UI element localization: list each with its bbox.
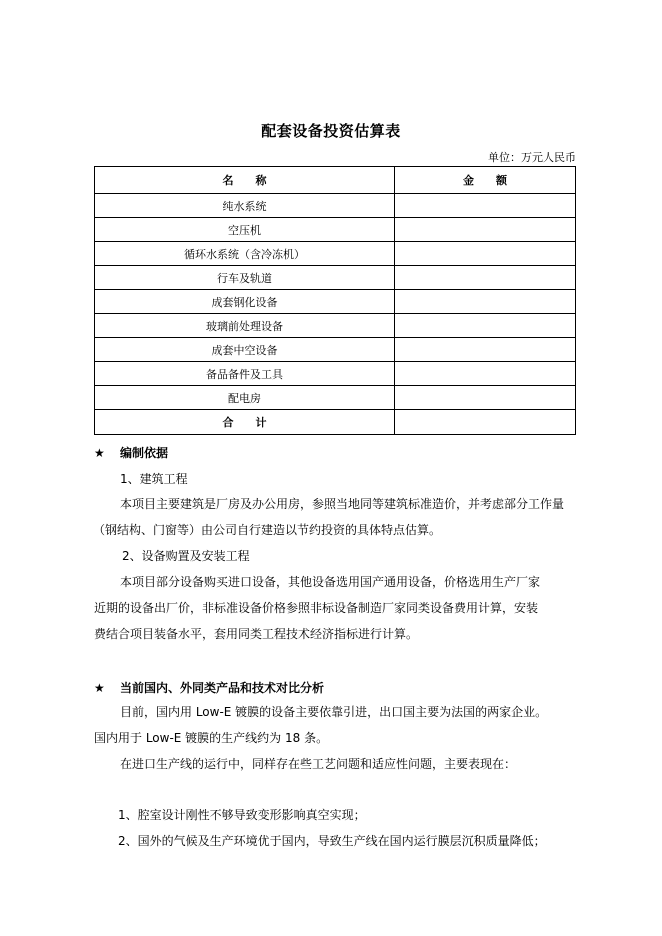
table-row <box>95 290 576 314</box>
row-amount <box>395 194 576 218</box>
table-row <box>95 314 576 338</box>
star-icon: ★ <box>94 681 105 695</box>
paragraph-line: 在进口生产线的运行中，同样存在些工艺问题和适应性问题，主要表现在： <box>120 757 517 771</box>
header-amount: 金 额 <box>395 167 576 194</box>
row-amount <box>395 362 576 386</box>
total-label: 合 计 <box>95 410 395 435</box>
row-amount <box>395 386 576 410</box>
page-title: 配套设备投资估算表 <box>261 122 401 140</box>
row-name: 空压机 <box>95 218 395 242</box>
item-title-construction: 1、建筑工程 <box>120 472 188 486</box>
row-name: 配电房 <box>95 386 395 410</box>
section-heading-basis <box>94 444 168 461</box>
row-name: 行车及轨道 <box>95 266 395 290</box>
table-row <box>95 242 576 266</box>
table-row <box>95 194 576 218</box>
row-amount <box>395 290 576 314</box>
table-row <box>95 386 576 410</box>
paragraph-line: （钢结构、门窗等）由公司自行建造以节约投资的具体特点估算。 <box>93 523 442 537</box>
star-icon: ★ <box>94 446 105 460</box>
table-header-row <box>95 167 576 194</box>
list-item: 1、腔室设计刚性不够导致变形影响真空实现； <box>118 808 366 822</box>
investment-table <box>94 166 576 435</box>
row-name: 备品备件及工具 <box>95 362 395 386</box>
table-row <box>95 218 576 242</box>
section-heading-text: 当前国内、外同类产品和技术对比分析 <box>120 681 325 695</box>
section-heading-comparison <box>94 679 324 696</box>
table-row <box>95 266 576 290</box>
paragraph-line: 本项目主要建筑是厂房及办公用房，参照当地同等建筑标准造价，并考虑部分工作量 <box>120 497 565 511</box>
row-name: 玻璃前处理设备 <box>95 314 395 338</box>
paragraph-line: 费结合项目装备水平，套用同类工程技术经济指标进行计算。 <box>94 627 419 641</box>
paragraph-line: 近期的设备出厂价，非标准设备价格参照非标设备制造厂家同类设备费用计算，安装 <box>94 601 539 615</box>
row-amount <box>395 218 576 242</box>
row-amount <box>395 242 576 266</box>
paragraph-line: 国内用于 Low-E 镀膜的生产线约为 18 条。 <box>94 731 329 745</box>
header-name: 名 称 <box>95 167 395 194</box>
table-row <box>95 338 576 362</box>
table-row <box>95 362 576 386</box>
list-item: 2、国外的气候及生产环境优于国内，导致生产线在国内运行膜层沉积质量降低； <box>118 834 546 848</box>
item-title-equipment: 2、设备购置及安装工程 <box>122 549 250 563</box>
total-amount <box>395 410 576 435</box>
row-amount <box>395 338 576 362</box>
row-name: 成套钢化设备 <box>95 290 395 314</box>
section-heading-text: 编制依据 <box>120 446 169 460</box>
row-name: 循环水系统（含冷冻机） <box>95 242 395 266</box>
unit-label: 单位：万元人民币 <box>488 151 576 164</box>
table-total-row <box>95 410 576 435</box>
row-name: 纯水系统 <box>95 194 395 218</box>
row-amount <box>395 266 576 290</box>
row-amount <box>395 314 576 338</box>
paragraph-line: 目前，国内用 Low-E 镀膜的设备主要依靠引进，出口国主要为法国的两家企业。 <box>120 705 548 719</box>
paragraph-line: 本项目部分设备购买进口设备，其他设备选用国产通用设备，价格选用生产厂家 <box>120 575 541 589</box>
row-name: 成套中空设备 <box>95 338 395 362</box>
